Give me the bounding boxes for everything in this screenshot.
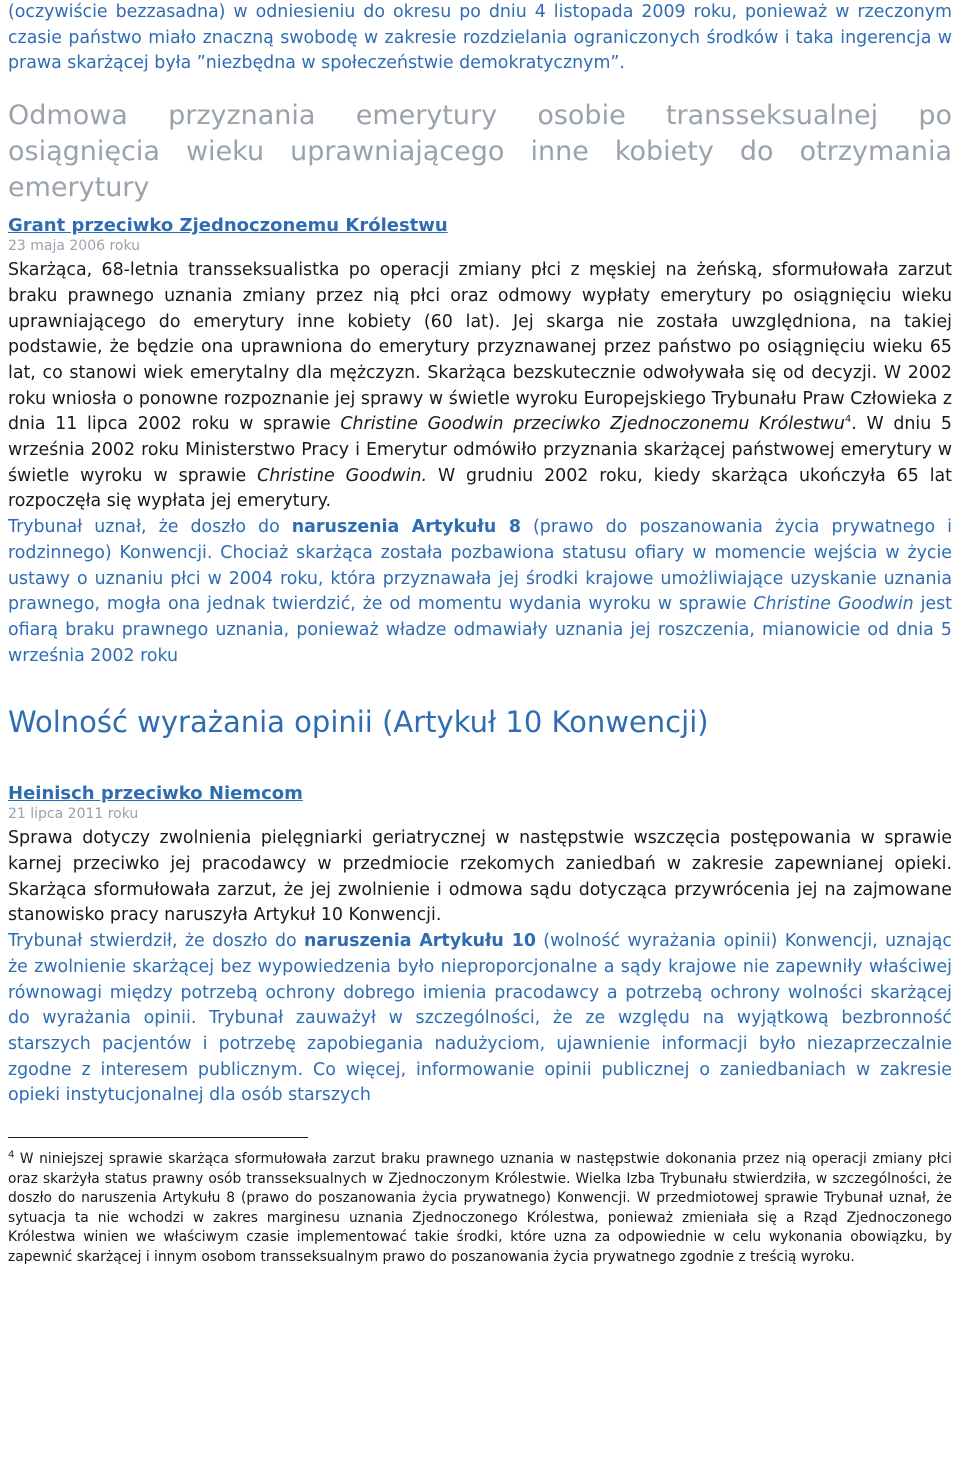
violation-label: naruszenia Artykułu 10 (304, 931, 536, 952)
court-ruling-paragraph (8, 515, 952, 669)
facts-text: . W dniu 5 września 2002 roku Ministerstwo Pracy i Emerytur odmówiło przyznania skarżącej państwowej emerytury w świetle wyroku w sprawie (8, 414, 952, 486)
facts-text: W grudniu 2002 roku, kiedy skarżąca ukończyła 65 lat rozpoczęła się wypłata jej emerytury. (8, 465, 952, 512)
case-heinisch (8, 783, 952, 1109)
document-page (8, 0, 952, 1268)
case-reference: Christine Goodwin. (257, 465, 428, 486)
section-heading: Wolność wyrażania opinii (Artykuł 10 Konwencji) (8, 705, 709, 740)
case-grant (8, 215, 952, 669)
case-title-link[interactable]: Heinisch przeciwko Niemcom (8, 783, 303, 805)
ruling-text: Trybunał stwierdził, że doszło do (8, 931, 305, 952)
court-ruling-paragraph (8, 929, 952, 1109)
ruling-text: (prawo do poszanowania życia prywatnego i rodzinnego) Konwencji. Chociaż skarżąca została pozbawiona statusu ofiary w momencie wejścia w życie ustawy o uznaniu płci w 2004 roku, która przyznawała jej środki krajowe umożliwiające uzyskanie uznania prawnego, mogła ona jednak twierdzić, że od momentu wydania wyroku w sprawie (8, 517, 952, 615)
ruling-text: (wolność wyrażania opinii) Konwencji, uznając że zwolnienie skarżącej bez wypowiedzenia było nieproporcjonalne a sądy krajowe nie zapewniły właściwej równowagi między potrzebą ochrony dobrego imienia pracodawcy a potrzebą ochrony wolności skarżącej do wyrażania opinii. Trybunał zauważył w szczególności, że ze względu na wyjątkową bezbronność starszych pacjentów i potrzebę zapobiegania nadużyciom, ujawnienie informacji było niezaprzeczalnie zgodne z interesem publicznym. Co więcej, informowanie opinii publicznej o zaniedbaniach w zakresie opieki instytucjonalnej dla osób starszych (8, 931, 952, 1106)
footnote-ref[interactable]: 4 (844, 414, 852, 426)
ruling-text: Trybunał uznał, że doszło do (8, 517, 292, 538)
footnote-text: W niniejszej sprawie skarżąca sformułowała zarzut braku prawnego uznania w następstwie dokonania przez nią operacji zmiany płci oraz skarżyła status prawny osób transseksualnych w Zjednoczonym Królestwie. Wielka Izba Trybunału stwierdziła, w szczególności, że doszło do naruszenia Artykułu 8 (prawo do poszanowania życia prywatnego) Konwencji. W przedmiotowej sprawie Trybunał uznał, że sytuacja ta nie wchodzi w zakres marginesu uznania Zjednoczonego Królestwa, ponieważ zmieniała się a Rząd Zjednoczonego Królestwa winien we właściwym czasie implementować takie środki, które uzna za odpowiednie w celu wykonania obowiązku, by zapewnić skarżącej i innym osobom transseksualnym prawo do poszanowania życia prywatnego zgodnie z treścią wyroku. (8, 1151, 952, 1266)
violation-label: naruszenia Artykułu 8 (291, 517, 521, 538)
case-date: 21 lipca 2011 roku (8, 806, 139, 823)
ruling-text: jest ofiarą braku prawnego uznania, ponieważ władze odmawiały uznania jej roszczenia, mianowicie od dnia 5 września 2002 roku (8, 594, 952, 666)
case-date: 23 maja 2006 roku (8, 238, 141, 255)
case-title-link[interactable]: Grant przeciwko Zjednoczonemu Królestwu (8, 215, 448, 237)
footnote-divider (8, 1137, 308, 1138)
facts-text: Skarżąca, 68-letnia transseksualistka po operacji zmiany płci z męskiej na żeńską, sformułowała zarzut braku prawnego uznania zmiany przez nią płci oraz odmowy wypłaty emerytury po osiągnięciu wieku uprawniającego do emerytury inne kobiety (60 lat). Jej skarga nie została uwzględniona, na takiej podstawie, że będzie ona uprawniona do emerytury przyznawanej przez państwo po osiągnięciu wieku 65 lat, co stanowi wiek emerytalny dla mężczyzn. Skarżąca bezskutecznie odwoływała się od decyzji. W 2002 roku wniosła o ponowne rozpoznanie jej sprawy w świetle wyroku Europejskiego Trybunału Praw Człowieka z dnia 11 lipca 2002 roku w sprawie (8, 260, 952, 435)
case-reference: Christine Goodwin przeciwko Zjednoczonemu Królestwu (340, 414, 845, 435)
topic-heading: Odmowa przyznania emerytury osobie transseksualnej po osiągnięcia wieku uprawniającego inne kobiety do otrzymania emerytury (8, 100, 952, 204)
footnote (8, 1150, 952, 1268)
footnote-number: 4 (8, 1149, 15, 1161)
case-reference: Christine Goodwin (753, 594, 914, 615)
intro-paragraph: (oczywiście bezzasadna) w odniesieniu do okresu po dniu 4 listopada 2009 roku, ponieważ w rzeczonym czasie państwo miało znaczną swobodę w zakresie rozdzielania ograniczonych środków i taka ingerencja w prawa skarżącej była ”niezbędna w społeczeństwie demokratycznym”. (8, 2, 952, 74)
case-facts-paragraph (8, 258, 952, 515)
case-facts-paragraph: Sprawa dotyczy zwolnienia pielęgniarki geriatrycznej w następstwie wszczęcia postępowania w sprawie karnej przeciwko jej pracodawcy w przedmiocie rzekomych zaniedbań w zakresie zapewnianej opieki. Skarżąca sformułowała zarzut, że jej zwolnienie i odmowa sądu dotycząca przywrócenia jej na zajmowane stanowisko pracy naruszyła Artykuł 10 Konwencji. (8, 828, 952, 926)
